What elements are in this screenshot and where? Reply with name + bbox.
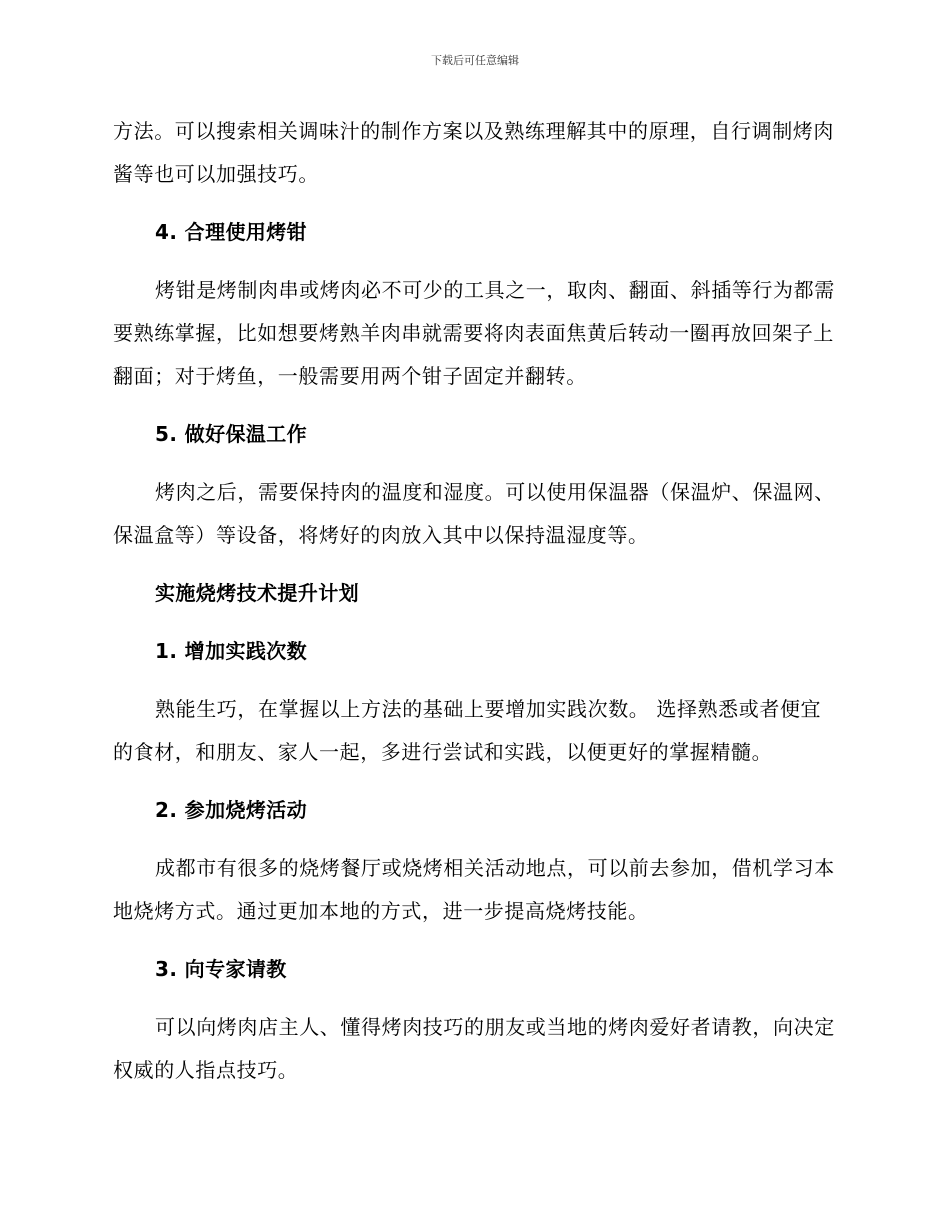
heading-keep-warm: 5. 做好保温工作 <box>155 422 308 446</box>
paragraph-practice: 熟能生巧，在掌握以上方法的基础上要增加实践次数。 选择熟悉或者便宜的食材，和朋友、家人一起，多进行尝试和实践，以便更好的掌握精髓。 <box>113 697 822 764</box>
heading-join-events: 2. 参加烧烤活动 <box>155 798 308 822</box>
section-title-improvement-plan: 实施烧烤技术提升计划 <box>155 581 359 605</box>
paragraph-join-events: 成都市有很多的烧烤餐厅或烧烤相关活动地点，可以前去参加，借机学习本地烧烤方式。通过更加本地的方式，进一步提高烧烤技能。 <box>113 856 835 923</box>
paragraph-ask-experts: 可以向烤肉店主人、懂得烤肉技巧的朋友或当地的烤肉爱好者请教，向决定权威的人指点技巧。 <box>113 1015 835 1082</box>
heading-practice: 1. 增加实践次数 <box>155 639 308 663</box>
page-header: 下载后可任意编辑 <box>431 54 519 67</box>
heading-use-tongs: 4. 合理使用烤钳 <box>155 220 308 244</box>
heading-ask-experts: 3. 向专家请教 <box>155 957 287 981</box>
paragraph-continued: 方法。可以搜索相关调味汁的制作方案以及熟练理解其中的原理，自行调制烤肉酱等也可以加强技巧。 <box>113 119 834 186</box>
document-body <box>113 110 837 1092</box>
paragraph-keep-warm: 烤肉之后，需要保持肉的温度和湿度。可以使用保温器（保温炉、保温网、保温盒等）等设备，将烤好的肉放入其中以保持温湿度等。 <box>113 480 835 547</box>
paragraph-use-tongs: 烤钳是烤制肉串或烤肉必不可少的工具之一，取肉、翻面、斜插等行为都需要熟练掌握，比如想要烤熟羊肉串就需要将肉表面焦黄后转动一圈再放回架子上翻面；对于烤鱼，一般需要用两个钳子固定并翻转。 <box>113 278 835 388</box>
